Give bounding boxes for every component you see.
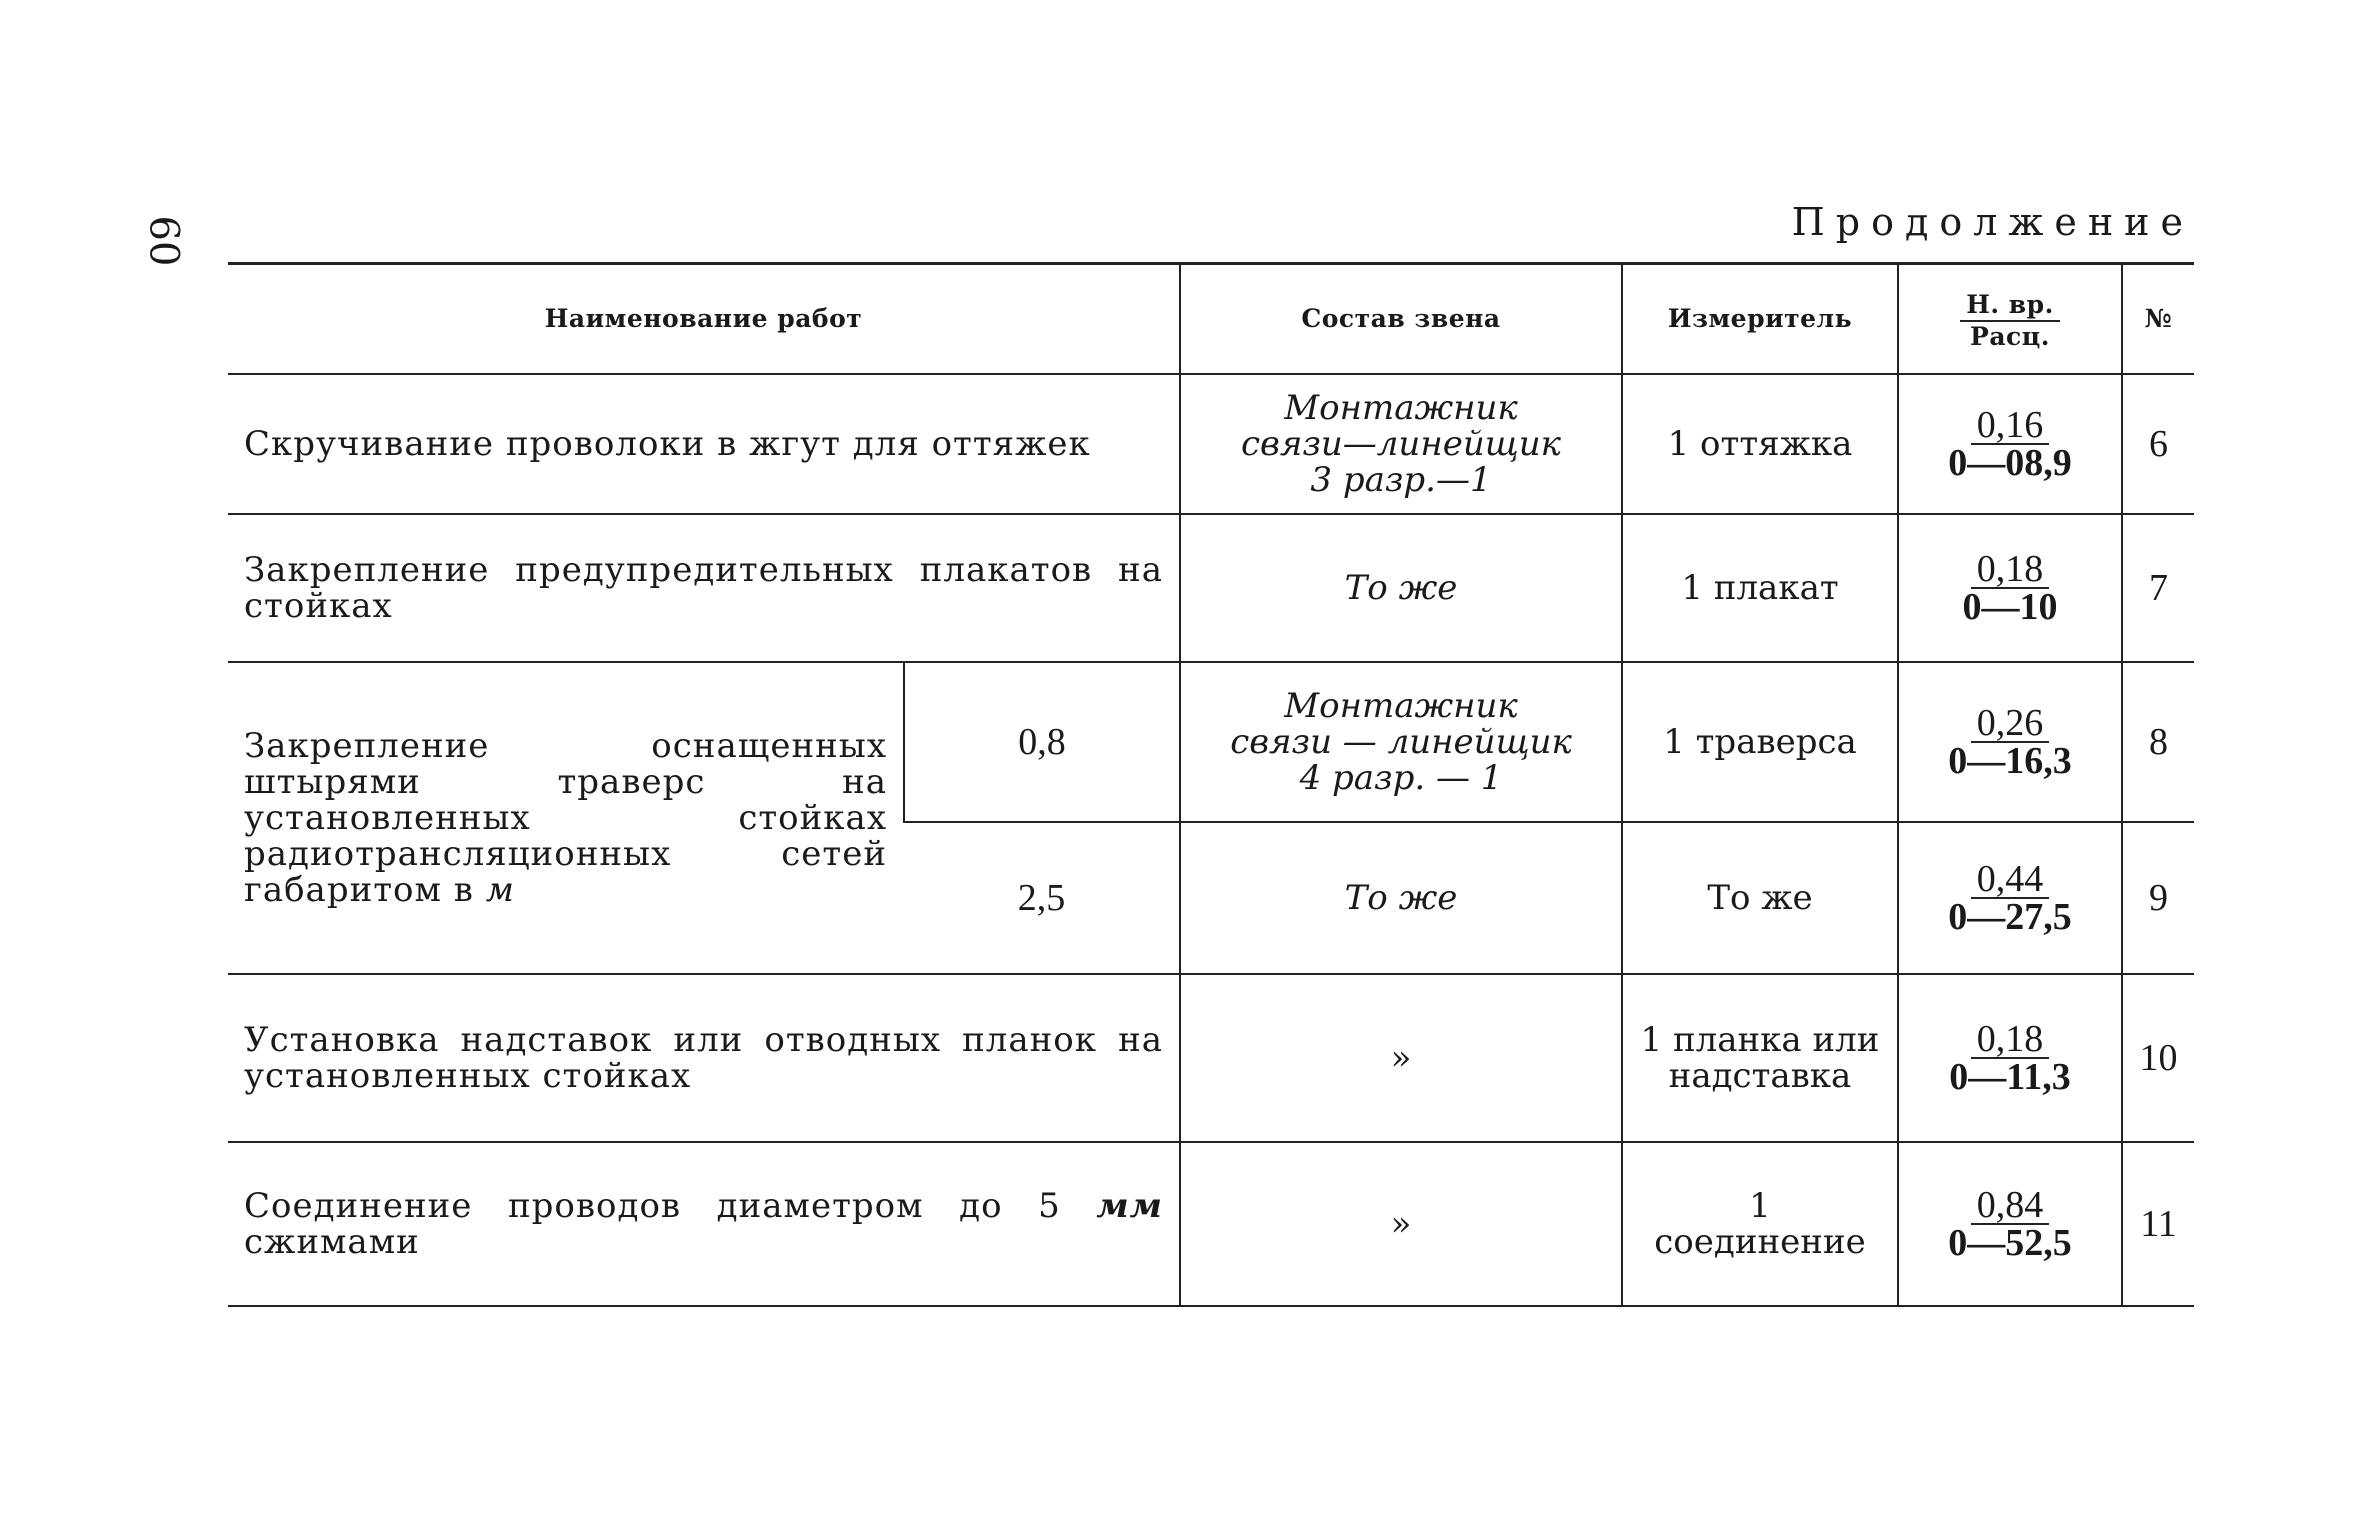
norm-cell [1898,374,2122,514]
crew-cell: То же [1180,514,1622,662]
table-row [228,974,2194,1142]
table-row [228,374,2194,514]
work-name [228,1142,1180,1306]
table-row [228,514,2194,662]
crew-line: Монтажник [1284,388,1518,428]
crew-line: связи — линейщик [1230,722,1572,762]
unit-cell: 1 соединение [1622,1142,1898,1306]
rate: 0—16,3 [1948,740,2072,782]
crew-cell [1180,662,1622,822]
norm-time: 0,84 [1971,1187,2050,1225]
header-work-name: Наименование работ [228,264,1180,375]
crew-cell: » [1180,1142,1622,1306]
rate: 0—27,5 [1948,896,2072,938]
header-number: № [2122,264,2194,375]
crew-line: 4 разр. — 1 [1299,758,1503,798]
work-name-text: Соединение проводов диаметром до 5 [244,1186,1061,1226]
norm-cell [1898,514,2122,662]
crew-cell: » [1180,974,1622,1142]
work-name-text: сжимами [244,1222,420,1262]
table-row [228,662,2194,822]
norm-cell [1898,1142,2122,1306]
unit-cell: 1 плакат [1622,514,1898,662]
work-name-text: Скручивание проволоки в жгут для оттяжек [244,424,1091,464]
work-name-unit: м [485,870,515,910]
header-norm-time: Н. вр. [1960,290,2060,322]
rate: 0—52,5 [1948,1222,2072,1264]
rate: 0—08,9 [1948,442,2072,484]
row-number: 7 [2122,514,2194,662]
norm-time: 0,26 [1971,705,2050,743]
work-name-text: Закрепление оснащенных штырями траверс на установленных стойках радиотрансляционных сетей габаритом в [244,726,887,910]
crew-cell: То же [1180,822,1622,974]
crew-line: Монтажник [1284,686,1518,726]
unit-line: надставка [1668,1056,1852,1096]
rate: 0—10 [1962,586,2058,628]
norm-time: 0,16 [1971,407,2050,445]
table-header-row [228,264,2194,375]
unit-cell [1622,974,1898,1142]
row-number: 10 [2122,974,2194,1142]
header-crew: Состав звена [1180,264,1622,375]
row-number: 9 [2122,822,2194,974]
norm-time: 0,44 [1971,861,2050,899]
work-name: Закрепление предупредительных плакатов на стойках [228,514,1180,662]
norms-table [228,262,2194,1307]
work-name: Установка надставок или отводных планок на установленных стойках [228,974,1180,1142]
crew-line: 3 разр.—1 [1310,460,1492,500]
rate: 0—11,3 [1949,1056,2071,1098]
norm-time: 0,18 [1971,1021,2050,1059]
row-number: 8 [2122,662,2194,822]
unit-cell: То же [1622,822,1898,974]
crew-cell [1180,374,1622,514]
header-unit: Измеритель [1622,264,1898,375]
header-rate: Расц. [1970,321,2050,351]
page-number: 60 [140,215,187,267]
work-name-unit: мм [1096,1186,1164,1226]
norm-cell [1898,974,2122,1142]
work-name [228,374,1180,514]
work-name [228,662,904,974]
row-number: 11 [2122,1142,2194,1306]
table-row [228,1142,2194,1306]
crew-line: связи—линейщик [1241,424,1561,464]
continuation-label: Продолжение [1791,200,2194,244]
row-number: 6 [2122,374,2194,514]
norm-cell [1898,822,2122,974]
norm-cell [1898,662,2122,822]
header-norm [1898,264,2122,375]
unit-line: 1 планка или [1640,1020,1880,1060]
norm-time: 0,18 [1971,551,2050,589]
size-cell: 0,8 [904,662,1180,822]
unit-cell: 1 траверса [1622,662,1898,822]
size-cell: 2,5 [904,822,1180,974]
unit-cell: 1 оттяжка [1622,374,1898,514]
